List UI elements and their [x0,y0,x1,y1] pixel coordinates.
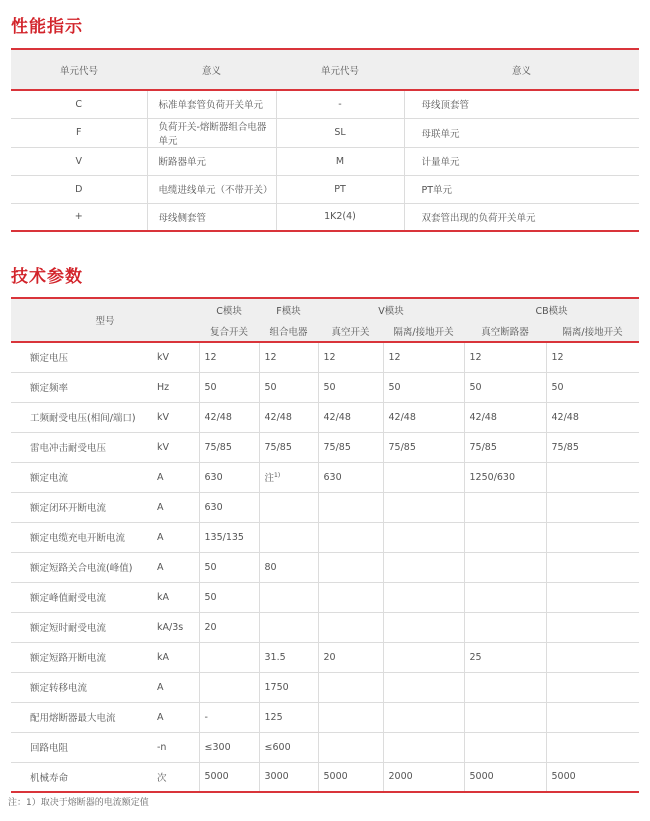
value-cell [318,642,383,672]
value-text: 50 [469,381,482,393]
value-cell [383,702,464,732]
param-name-cell: 机械寿命 [30,772,69,784]
value-text: 630 [323,471,342,483]
unit-code-cell: D [75,183,83,195]
value-cell [199,732,259,762]
value-cell [464,702,546,732]
tech-params-table [11,297,639,793]
value-cell [464,732,546,762]
value-cell [318,732,383,762]
value-text: 75/85 [323,441,351,453]
header-sub: 真空断路器 [481,326,529,338]
table-row [11,612,639,642]
value-cell [259,552,318,582]
unit-cell: kV [157,411,170,423]
header-group-cb: CB模块 [535,305,568,317]
value-cell [546,702,639,732]
unit-cell: A [157,471,164,483]
value-cell [199,672,259,702]
value-cell [318,762,383,792]
value-cell [259,702,318,732]
value-cell [199,612,259,642]
value-cell [199,462,259,492]
value-cell [199,492,259,522]
unit-cell: kV [157,441,170,453]
section-title-performance: 性能指示 [11,17,83,37]
value-text: 75/85 [204,441,232,453]
header-meaning: 意义 [511,65,531,77]
value-cell [464,432,546,462]
param-name-cell: 额定峰值耐受电流 [30,593,107,604]
value-cell [546,552,639,582]
value-text: 125 [264,711,283,723]
value-cell [383,642,464,672]
unit-cell: 次 [157,772,167,784]
value-cell [199,372,259,402]
unit-code-cell: C [75,98,83,110]
value-text: 630 [204,471,223,483]
table-row [11,402,639,432]
meaning-cell: 母线顶套管 [404,90,639,118]
value-text: 12 [204,351,217,363]
value-cell [199,402,259,432]
header-sub: 复合开关 [210,326,249,338]
value-cell [464,642,546,672]
value-cell [383,432,464,462]
value-text: 50 [323,381,336,393]
value-text: 50 [264,381,277,393]
table-row [11,582,639,612]
unit-cell: A [157,681,164,693]
value-text: 50 [388,381,401,393]
value-cell [546,462,639,492]
value-cell [259,522,318,552]
meaning-cell: 负荷开关-熔断器组合电器单元 [147,118,276,147]
table-row [11,672,639,702]
meaning-cell: 母联单元 [404,118,639,147]
value-cell [383,612,464,642]
value-cell [318,342,383,372]
value-cell [259,342,318,372]
unit-code-cell: SL [276,118,404,147]
param-name-cell: 额定短时耐受电流 [30,623,107,634]
value-cell [383,342,464,372]
meaning-cell: 计量单元 [404,147,639,175]
param-name-cell: 雷电冲击耐受电压 [30,443,107,454]
value-text: 12 [264,351,277,363]
value-cell [464,372,546,402]
value-text: 42/48 [264,411,292,423]
value-cell [259,762,318,792]
value-cell [259,462,318,492]
value-cell [464,612,546,642]
value-text: 5000 [551,771,576,783]
header-sub: 隔离/接地开关 [393,326,454,338]
meaning-cell: 电缆进线单元（不带开关） [147,175,276,203]
note-marker: 1) [274,471,281,479]
value-cell [318,612,383,642]
table-row [11,203,639,231]
header-meaning: 意义 [201,65,221,77]
param-name-cell: 额定电缆充电开断电流 [30,533,126,544]
value-cell [546,492,639,522]
header-model: 型号 [95,316,115,327]
value-text: 5000 [323,771,348,783]
value-cell [546,672,639,702]
value-cell [546,732,639,762]
value-cell [464,522,546,552]
value-text: 42/48 [469,411,497,423]
value-text: 75/85 [469,441,497,453]
value-text: 50 [204,381,217,393]
table-row [11,432,639,462]
table-row [11,552,639,582]
unit-code-cell: - [276,90,404,118]
unit-cell: kA/3s [157,621,184,633]
value-text: 42/48 [204,411,232,423]
value-text: 50 [204,591,217,603]
value-cell [199,762,259,792]
value-cell [383,522,464,552]
footnote: 注：1）取决于熔断器的电流额定值 [8,798,149,808]
table-row [11,147,639,175]
value-text: 50 [551,381,564,393]
value-cell [383,552,464,582]
table-header-row [11,49,639,90]
value-text: 42/48 [551,411,579,423]
value-cell [546,612,639,642]
value-cell [464,402,546,432]
param-name-cell: 回路电阻 [30,743,69,754]
value-cell [318,672,383,702]
table-row [11,462,639,492]
value-cell [318,462,383,492]
value-text: 80 [264,561,277,573]
table-row [11,372,639,402]
value-cell [199,642,259,672]
value-text: 12 [551,351,564,363]
value-text: 75/85 [388,441,416,453]
value-cell [318,402,383,432]
value-text: 31.5 [264,651,286,663]
table-row [11,762,639,792]
param-name-cell: 额定短路关合电流(峰值) [30,563,133,574]
meaning-cell: 断路器单元 [147,147,276,175]
table-row [11,90,639,118]
table-header-row [11,298,639,320]
param-name-cell: 配用熔断器最大电流 [30,713,116,724]
unit-code-cell: PT [276,175,404,203]
value-cell [546,642,639,672]
unit-cell: A [157,561,164,573]
value-cell [546,372,639,402]
value-cell [259,672,318,702]
value-cell [199,702,259,732]
value-cell [383,402,464,432]
value-cell [199,342,259,372]
value-cell [259,642,318,672]
value-cell [383,762,464,792]
value-cell [383,582,464,612]
header-group-f: F模块 [276,305,301,317]
value-cell [464,582,546,612]
header-sub: 隔离/接地开关 [562,326,623,338]
value-text: 75/85 [264,441,292,453]
unit-cell: A [157,501,164,513]
unit-code-cell: + [74,211,83,223]
param-name-cell: 额定频率 [30,383,69,394]
value-cell [259,432,318,462]
unit-cell: kA [157,651,170,663]
value-cell [383,672,464,702]
value-text: 135/135 [204,531,244,543]
unit-cell: Hz [157,381,170,393]
value-cell [383,732,464,762]
value-cell [546,522,639,552]
header-sub: 真空开关 [331,326,370,338]
value-text: 12 [469,351,482,363]
value-text: 2000 [388,771,413,783]
value-cell [383,372,464,402]
header-group-c: C模块 [216,305,242,317]
unit-cell: A [157,711,164,723]
meaning-cell: 双套管出现的负荷开关单元 [404,203,639,231]
value-cell [199,552,259,582]
value-text: - [204,711,208,723]
value-text: 5000 [204,771,229,783]
value-cell [259,492,318,522]
value-cell [318,582,383,612]
unit-code-cell: F [76,127,82,138]
header-sub: 组合电器 [269,326,308,338]
table-row [11,492,639,522]
unit-code-cell: M [276,147,404,175]
table-row [11,118,639,147]
unit-cell: A [157,531,164,543]
header-unit-code: 单元代号 [320,65,359,77]
value-text: 5000 [469,771,494,783]
value-cell [259,372,318,402]
param-name-cell: 额定转移电流 [30,683,88,694]
header-unit-code: 单元代号 [59,65,98,77]
param-name-cell: 额定短路开断电流 [30,653,107,664]
meaning-cell: PT单元 [404,175,639,203]
value-text: 12 [323,351,336,363]
value-cell [383,462,464,492]
meaning-cell: 标准单套管负荷开关单元 [147,90,276,118]
value-cell [464,492,546,522]
value-cell [318,552,383,582]
table-row [11,175,639,203]
value-cell [318,492,383,522]
table-row [11,702,639,732]
param-name-cell: 额定电压 [30,353,69,365]
value-text: 50 [204,561,217,573]
value-cell [259,732,318,762]
value-text: 1750 [264,681,289,693]
value-text: 42/48 [323,411,351,423]
value-text: 注 [264,473,275,484]
unit-cell: -n [157,741,167,753]
value-text: 630 [204,501,223,513]
table-row [11,642,639,672]
value-cell [464,462,546,492]
value-text: 20 [204,621,217,633]
value-cell [546,342,639,372]
table-row [11,342,639,372]
meaning-cell: 母线侧套管 [147,203,276,231]
unit-cell: kV [157,351,170,363]
unit-code-cell: 1K2(4) [276,203,404,231]
value-text: 20 [323,651,336,663]
value-cell [464,672,546,702]
value-cell [318,432,383,462]
value-text: 3000 [264,771,289,783]
value-cell [199,432,259,462]
value-cell [464,342,546,372]
value-cell [383,492,464,522]
value-cell [464,552,546,582]
performance-table [11,48,639,232]
value-cell [259,612,318,642]
value-text: ≤600 [264,741,291,753]
value-text: 42/48 [388,411,416,423]
unit-cell: kA [157,591,170,603]
param-name-cell: 额定闭环开断电流 [30,503,107,514]
param-name-cell: 额定电流 [30,473,69,484]
table-row [11,732,639,762]
param-name-cell: 工频耐受电压(相间/端口) [30,413,136,424]
value-cell [546,762,639,792]
value-cell [199,522,259,552]
value-cell [318,702,383,732]
value-cell [546,582,639,612]
table-row [11,522,639,552]
value-cell [546,432,639,462]
value-cell [318,372,383,402]
section-title-tech-params: 技术参数 [11,267,83,287]
unit-code-cell: V [75,155,82,167]
value-cell [318,522,383,552]
value-text: 12 [388,351,401,363]
value-text: 25 [469,651,482,663]
header-group-v: V模块 [378,305,404,317]
value-cell [546,402,639,432]
value-text: ≤300 [204,741,231,753]
value-text: 75/85 [551,441,579,453]
value-text: 1250/630 [469,471,516,483]
value-cell [259,402,318,432]
value-cell [464,762,546,792]
value-cell [199,582,259,612]
value-cell [259,582,318,612]
